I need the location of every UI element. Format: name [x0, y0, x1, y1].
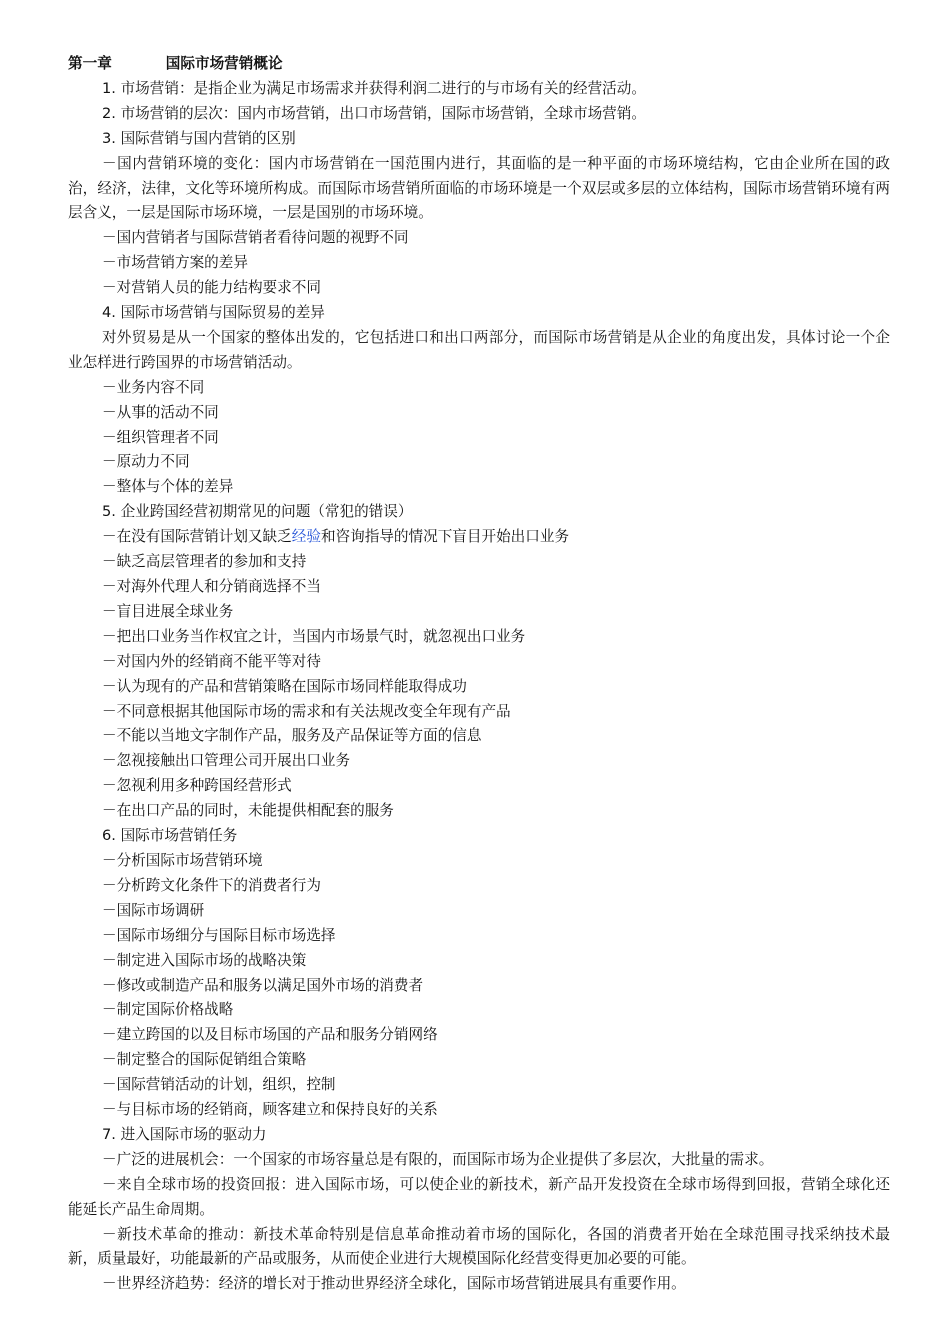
paragraph-text: －在没有国际营销计划又缺乏: [102, 528, 292, 546]
paragraph: [68, 625, 890, 650]
paragraph: [68, 998, 890, 1023]
numbered-heading: [68, 127, 890, 152]
paragraph-text: －缺乏高层管理者的参加和支持: [102, 553, 307, 571]
paragraph-text: 市场营销的层次：国内市场营销，出口市场营销，国际市场营销，全球市场营销。: [120, 104, 646, 122]
item-number: 5.: [102, 503, 121, 521]
paragraph-text: －制定国际价格战略: [102, 1001, 234, 1019]
paragraph-text: －把出口业务当作权宜之计，当国内市场景气时，就忽视出口业务: [102, 627, 526, 645]
paragraph-text: －盲目进展全球业务: [102, 602, 234, 620]
paragraph: [68, 924, 890, 949]
paragraph: [68, 525, 890, 550]
paragraph-text: 进入国际市场的驱动力: [120, 1125, 267, 1143]
paragraph: [68, 1073, 890, 1098]
paragraph-text: －忽视利用多种跨国经营形式: [102, 777, 292, 795]
paragraph-text: －分析国际市场营销环境: [102, 851, 263, 869]
numbered-heading: [68, 1123, 890, 1148]
paragraph: [68, 276, 890, 301]
paragraph: [68, 650, 890, 675]
paragraph: [68, 475, 890, 500]
keyword-link[interactable]: 经验: [291, 528, 321, 546]
paragraph: [68, 700, 890, 725]
paragraph: [68, 675, 890, 700]
paragraph: [68, 849, 890, 874]
paragraph-text: －广泛的进展机会：一个国家的市场容量总是有限的，而国际市场为企业提供了多层次，大批量的需求。: [102, 1150, 774, 1168]
paragraph: [68, 1148, 890, 1173]
paragraph-text: －忽视接触出口管理公司开展出口业务: [102, 752, 351, 770]
document-body: [68, 77, 890, 1297]
paragraph-text: －建立跨国的以及目标市场国的产品和服务分销网络: [102, 1026, 438, 1044]
paragraph-text: －国际市场细分与国际目标市场选择: [102, 926, 336, 944]
numbered-heading: [68, 301, 890, 326]
paragraph-text: －在出口产品的同时，未能提供相配套的服务: [102, 802, 394, 820]
paragraph-text: －不同意根据其他国际市场的需求和有关法规改变全年现有产品: [102, 702, 511, 720]
paragraph: [68, 949, 890, 974]
paragraph: [68, 1023, 890, 1048]
paragraph-text: －市场营销方案的差异: [102, 254, 248, 272]
paragraph-text: －国内营销者与国际营销者看待问题的视野不同: [102, 229, 409, 247]
paragraph-text: －国际市场调研: [102, 901, 205, 919]
document-page: [68, 52, 890, 1297]
paragraph: [68, 326, 890, 376]
item-number: 4.: [102, 304, 121, 322]
item-number: 2.: [102, 104, 121, 122]
chapter-label: 第一章: [68, 55, 112, 72]
paragraph: [68, 974, 890, 999]
paragraph: [68, 226, 890, 251]
paragraph: [68, 376, 890, 401]
paragraph-text: －认为现有的产品和营销策略在国际市场同样能取得成功: [102, 677, 467, 695]
chapter-title: 国际市场营销概论: [165, 55, 283, 72]
item-number: 1.: [102, 79, 121, 97]
paragraph-text: －原动力不同: [102, 453, 190, 471]
paragraph-text: －国内营销环境的变化：国内市场营销在一国范围内进行，其面临的是一种平面的市场环境结构，它由企业所在国的政治，经济，法律，文化等环境所构成。而国际市场营销所面临的市场环境是一个双层或多层的立体结构，国际市场营销环境有两层含义，一层是国际市场环境，一层是国别的市场环境。: [68, 154, 890, 222]
paragraph-text: －制定整合的国际促销组合策略: [102, 1051, 307, 1069]
item-number: 3.: [102, 129, 121, 147]
paragraph: [68, 724, 890, 749]
numbered-heading: [68, 102, 890, 127]
paragraph: [68, 550, 890, 575]
paragraph: [68, 1098, 890, 1123]
paragraph-text: －新技术革命的推动：新技术革命特别是信息革命推动着市场的国际化，各国的消费者开始在全球范围寻找采纳技术最新，质量最好，功能最新的产品或服务，从而使企业进行大规模国际化经营变得更加必要的可能。: [68, 1225, 890, 1268]
paragraph-text: －与目标市场的经销商，顾客建立和保持良好的关系: [102, 1101, 438, 1119]
paragraph-text: －国际营销活动的计划，组织，控制: [102, 1076, 336, 1094]
numbered-heading: [68, 77, 890, 102]
paragraph: [68, 152, 890, 227]
paragraph-text: －修改或制造产品和服务以满足国外市场的消费者: [102, 976, 424, 994]
paragraph: [68, 426, 890, 451]
paragraph-text: 国际市场营销与国际贸易的差异: [120, 304, 325, 322]
paragraph-text: －对营销人员的能力结构要求不同: [102, 279, 321, 297]
paragraph: [68, 1272, 890, 1297]
paragraph: [68, 600, 890, 625]
paragraph-text: －组织管理者不同: [102, 428, 219, 446]
paragraph: [68, 575, 890, 600]
chapter-heading: [68, 52, 890, 77]
paragraph-text: 国际营销与国内营销的区别: [120, 129, 296, 147]
paragraph: [68, 1173, 890, 1223]
paragraph-text: 对外贸易是从一个国家的整体出发的，它包括进口和出口两部分，而国际市场营销是从企业的角度出发，具体讨论一个企业怎样进行跨国界的市场营销活动。: [68, 328, 890, 371]
paragraph: [68, 1223, 890, 1273]
paragraph-text: －业务内容不同: [102, 378, 205, 396]
paragraph: [68, 401, 890, 426]
paragraph-text: 和咨询指导的情况下盲目开始出口业务: [320, 528, 570, 546]
paragraph-text: －不能以当地文字制作产品，服务及产品保证等方面的信息: [102, 727, 482, 745]
paragraph-text: －整体与个体的差异: [102, 478, 234, 496]
paragraph-text: －来自全球市场的投资回报：进入国际市场，可以使企业的新技术，新产品开发投资在全球市场得到回报，营销全球化还能延长产品生命周期。: [68, 1175, 890, 1218]
paragraph-text: －分析跨文化条件下的消费者行为: [102, 876, 321, 894]
paragraph-text: 国际市场营销任务: [120, 827, 238, 845]
paragraph-text: －世界经济趋势：经济的增长对于推动世界经济全球化，国际市场营销进展具有重要作用。: [102, 1275, 686, 1293]
paragraph: [68, 251, 890, 276]
paragraph: [68, 899, 890, 924]
paragraph: [68, 1048, 890, 1073]
paragraph: [68, 774, 890, 799]
numbered-heading: [68, 500, 890, 525]
paragraph-text: －从事的活动不同: [102, 403, 219, 421]
numbered-heading: [68, 824, 890, 849]
paragraph-text: －对国内外的经销商不能平等对待: [102, 652, 321, 670]
paragraph: [68, 450, 890, 475]
paragraph-text: 企业跨国经营初期常见的问题（常犯的错误）: [120, 503, 413, 521]
paragraph-text: 市场营销：是指企业为满足市场需求并获得利润二进行的与市场有关的经营活动。: [120, 79, 646, 97]
item-number: 6.: [102, 827, 121, 845]
item-number: 7.: [102, 1125, 121, 1143]
paragraph-text: －制定进入国际市场的战略决策: [102, 951, 307, 969]
paragraph: [68, 874, 890, 899]
paragraph: [68, 799, 890, 824]
paragraph-text: －对海外代理人和分销商选择不当: [102, 578, 321, 596]
paragraph: [68, 749, 890, 774]
